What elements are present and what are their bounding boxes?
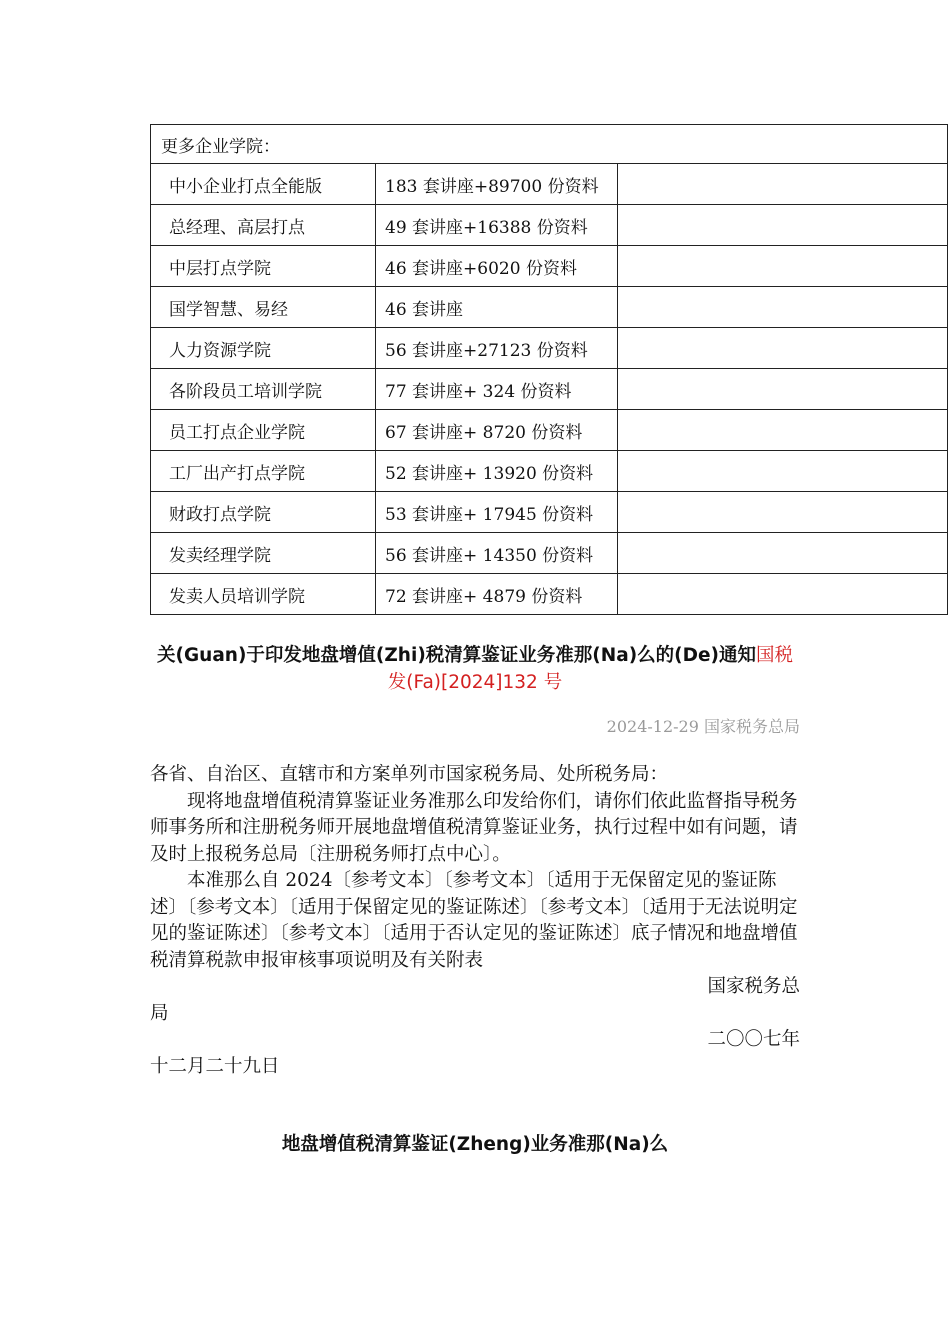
section-heading: 地盘增值税清算鉴证(Zheng)业务准那(Na)么 [281, 1134, 669, 1155]
table-row [151, 451, 948, 492]
resource-count-cell: 53 套讲座+ 17945 份资料 [376, 492, 618, 533]
college-name-cell: 工厂出产打点学院 [151, 451, 376, 492]
publish-date-source: 2024-12-29 国家税务总局 [606, 717, 800, 736]
signature-org-line-1: 国家税务总 [707, 976, 800, 997]
signature-date-line-1: 二〇〇七年 [707, 1029, 800, 1050]
empty-cell [618, 410, 948, 451]
resource-count-cell: 72 套讲座+ 4879 份资料 [376, 574, 618, 615]
empty-cell [618, 246, 948, 287]
table-row [151, 328, 948, 369]
table-row [151, 287, 948, 328]
resource-count-cell: 56 套讲座+27123 份资料 [376, 328, 618, 369]
college-table [150, 124, 948, 615]
table-row [151, 492, 948, 533]
notice-body [150, 762, 800, 1080]
table-row [151, 205, 948, 246]
college-name-cell: 发卖经理学院 [151, 533, 376, 574]
table-row [151, 533, 948, 574]
table-row [151, 164, 948, 205]
body-paragraph-2: 本准那么自 2024〔参考文本〕〔参考文本〕〔适用于无保留定见的鉴证陈述〕〔参考文本〕〔适用于保留定见的鉴证陈述〕〔参考文本〕〔适用于无法说明定见的鉴证陈述〕〔参考文本〕〔适用于否认定见的鉴证陈述〕底子情况和地盘增值税清算税款申报审核事项说明及有关附表 [150, 870, 798, 971]
resource-count-cell: 49 套讲座+16388 份资料 [376, 205, 618, 246]
resource-count-cell: 52 套讲座+ 13920 份资料 [376, 451, 618, 492]
empty-cell [618, 328, 948, 369]
college-name-cell: 人力资源学院 [151, 328, 376, 369]
college-name-cell: 财政打点学院 [151, 492, 376, 533]
empty-cell [618, 533, 948, 574]
addressee-paragraph: 各省、自治区、直辖市和方案单列市国家税务局、处所税务局： [150, 764, 669, 785]
college-name-cell: 国学智慧、易经 [151, 287, 376, 328]
notice-title [150, 642, 800, 696]
table-header: 更多企业学院： [151, 125, 948, 164]
college-name-cell: 总经理、高层打点 [151, 205, 376, 246]
table-header-row [151, 125, 948, 164]
empty-cell [618, 287, 948, 328]
college-name-cell: 中层打点学院 [151, 246, 376, 287]
resource-count-cell: 67 套讲座+ 8720 份资料 [376, 410, 618, 451]
college-name-cell: 员工打点企业学院 [151, 410, 376, 451]
resource-count-cell: 77 套讲座+ 324 份资料 [376, 369, 618, 410]
resource-count-cell: 183 套讲座+89700 份资料 [376, 164, 618, 205]
college-name-cell: 各阶段员工培训学院 [151, 369, 376, 410]
notice-title-main: 关(Guan)于印发地盘增值(Zhi)税清算鉴证业务准那(Na)么的(De)通知 [157, 645, 756, 666]
signature-org-line-2: 局 [150, 1002, 169, 1024]
table-row [151, 574, 948, 615]
empty-cell [618, 164, 948, 205]
table-row [151, 369, 948, 410]
empty-cell [618, 492, 948, 533]
table-row [151, 410, 948, 451]
empty-cell [618, 369, 948, 410]
empty-cell [618, 451, 948, 492]
table-row [151, 246, 948, 287]
resource-count-cell: 46 套讲座+6020 份资料 [376, 246, 618, 287]
body-paragraph-1: 现将地盘增值税清算鉴证业务准那么印发给你们，请你们依此监督指导税务师事务所和注册税务师开展地盘增值税清算鉴证业务，执行过程中如有问题，请及时上报税务总局〔注册税务师打点中心〕。 [150, 790, 798, 865]
empty-cell [618, 574, 948, 615]
resource-count-cell: 46 套讲座 [376, 287, 618, 328]
college-name-cell: 中小企业打点全能版 [151, 164, 376, 205]
signature-date-line-2: 十二月二十九日 [150, 1055, 280, 1077]
empty-cell [618, 205, 948, 246]
college-name-cell: 发卖人员培训学院 [151, 574, 376, 615]
notice-doc-number: 国税发(Fa)[2024]132 号 [387, 645, 793, 693]
resource-count-cell: 56 套讲座+ 14350 份资料 [376, 533, 618, 574]
